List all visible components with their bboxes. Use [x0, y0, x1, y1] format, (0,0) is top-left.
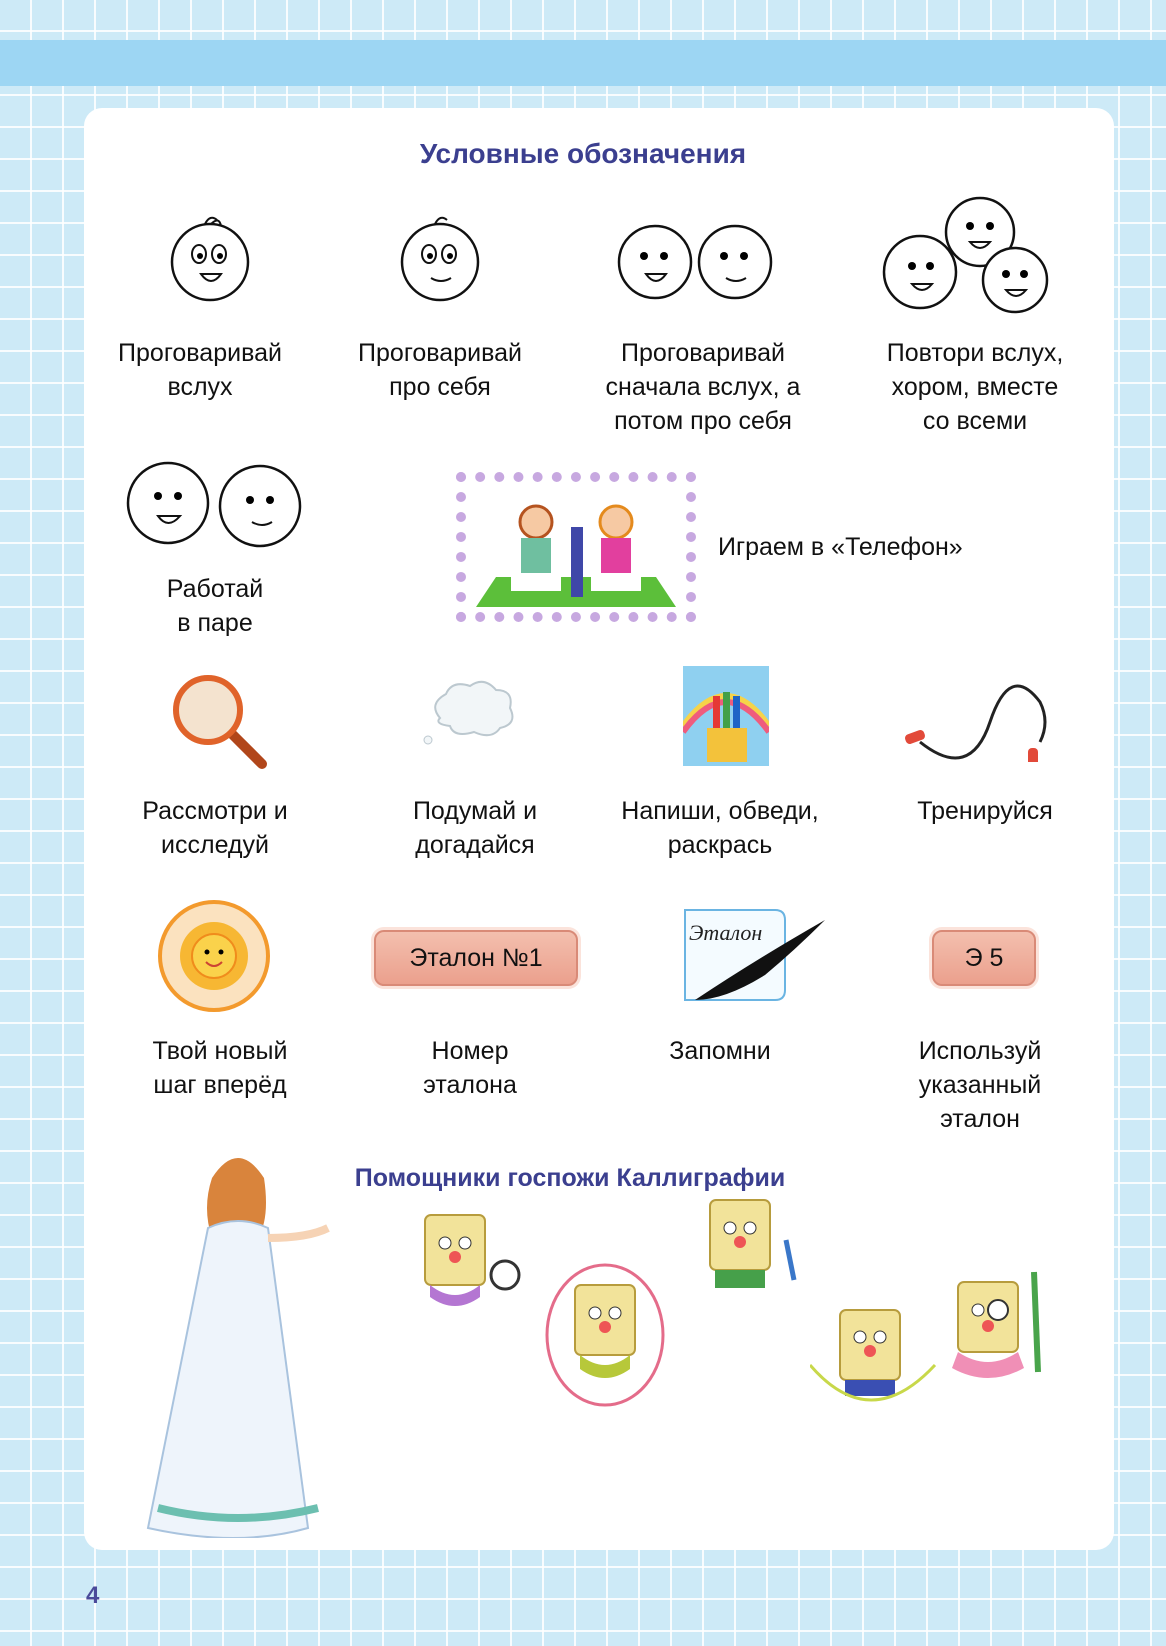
caption-line: исследуй — [161, 831, 269, 859]
legend-title: Условные обозначения — [419, 138, 747, 169]
caption-line: потом про себя — [614, 407, 792, 435]
standard-ref-badge: Э 5 — [932, 930, 1036, 986]
helper-exercise-illustration — [810, 1285, 940, 1415]
caption-line: эталон — [940, 1105, 1020, 1133]
caption-practice: Тренируйся — [917, 797, 1053, 825]
caption-examine — [110, 794, 320, 862]
thought-cloud-icon — [420, 678, 520, 748]
face-thinking-icon — [395, 210, 485, 305]
helper-pencil-illustration — [690, 1180, 810, 1310]
caption-line: эталона — [423, 1071, 517, 1099]
helpers-title: Помощники госпожи Каллиграфии — [354, 1164, 786, 1192]
caption-work-in-pairs — [130, 572, 300, 640]
three-faces-icon — [870, 190, 1060, 315]
caption-line: про себя — [389, 373, 491, 401]
caption-line: Работай — [166, 575, 264, 603]
caption-telephone-game: Играем в «Телефон» — [718, 533, 963, 561]
pencils-icon — [683, 666, 769, 766]
caption-standard-number — [380, 1034, 560, 1102]
caption-line: в паре — [177, 609, 253, 637]
caption-remember: Запомни — [669, 1037, 771, 1065]
caption-line: раскрась — [667, 831, 773, 859]
caption-speak-silently — [340, 336, 540, 404]
top-band — [0, 40, 1166, 86]
helper-jump-rope-illustration — [540, 1245, 670, 1410]
face-speaking-icon — [165, 210, 255, 305]
helper-magnifier-illustration — [405, 1195, 525, 1325]
discovery-medal-icon — [158, 900, 270, 1012]
caption-line: хором, вместе — [891, 373, 1059, 401]
caption-line: Проговаривай — [358, 339, 522, 367]
caption-new-step — [120, 1034, 320, 1102]
helper-girl-pencil-illustration — [938, 1262, 1058, 1402]
caption-line: Подумай и — [412, 797, 538, 825]
scroll-quill-icon — [675, 900, 835, 1010]
caption-line: Проговаривай — [621, 339, 785, 367]
two-faces-icon — [610, 210, 790, 305]
caption-line: Напиши, обведи, — [621, 797, 819, 825]
caption-line: шаг вперёд — [153, 1071, 287, 1099]
pair-faces-icon — [118, 448, 318, 553]
scroll-text: Эталон — [689, 920, 763, 945]
caption-speak-aloud-then-silently — [578, 336, 828, 438]
caption-line: Используй — [918, 1037, 1042, 1065]
caption-speak-aloud — [110, 336, 290, 404]
caption-line: указанный — [918, 1071, 1042, 1099]
caption-repeat-together — [860, 336, 1090, 438]
children-writing-icon — [466, 482, 686, 612]
caption-line: Твой новый — [152, 1037, 288, 1065]
calligraphy-lady-illustration — [128, 1148, 348, 1538]
page-number: 4 — [86, 1582, 100, 1609]
caption-line: Проговаривай — [118, 339, 282, 367]
jump-rope-icon — [900, 672, 1060, 762]
caption-line: догадайся — [415, 831, 535, 859]
caption-line: Номер — [431, 1037, 509, 1065]
caption-use-standard — [880, 1034, 1080, 1136]
caption-think-and-guess — [375, 794, 575, 862]
magnifier-icon — [170, 672, 270, 772]
caption-line: со всеми — [922, 407, 1028, 435]
caption-line: Рассмотри и — [142, 797, 288, 825]
standard-number-badge: Эталон №1 — [374, 930, 578, 986]
caption-line: Повтори вслух, — [886, 339, 1064, 367]
telephone-game-icon — [456, 472, 696, 622]
caption-line: вслух — [167, 373, 233, 401]
caption-write-trace-color — [595, 794, 845, 862]
caption-line: сначала вслух, а — [605, 373, 801, 401]
